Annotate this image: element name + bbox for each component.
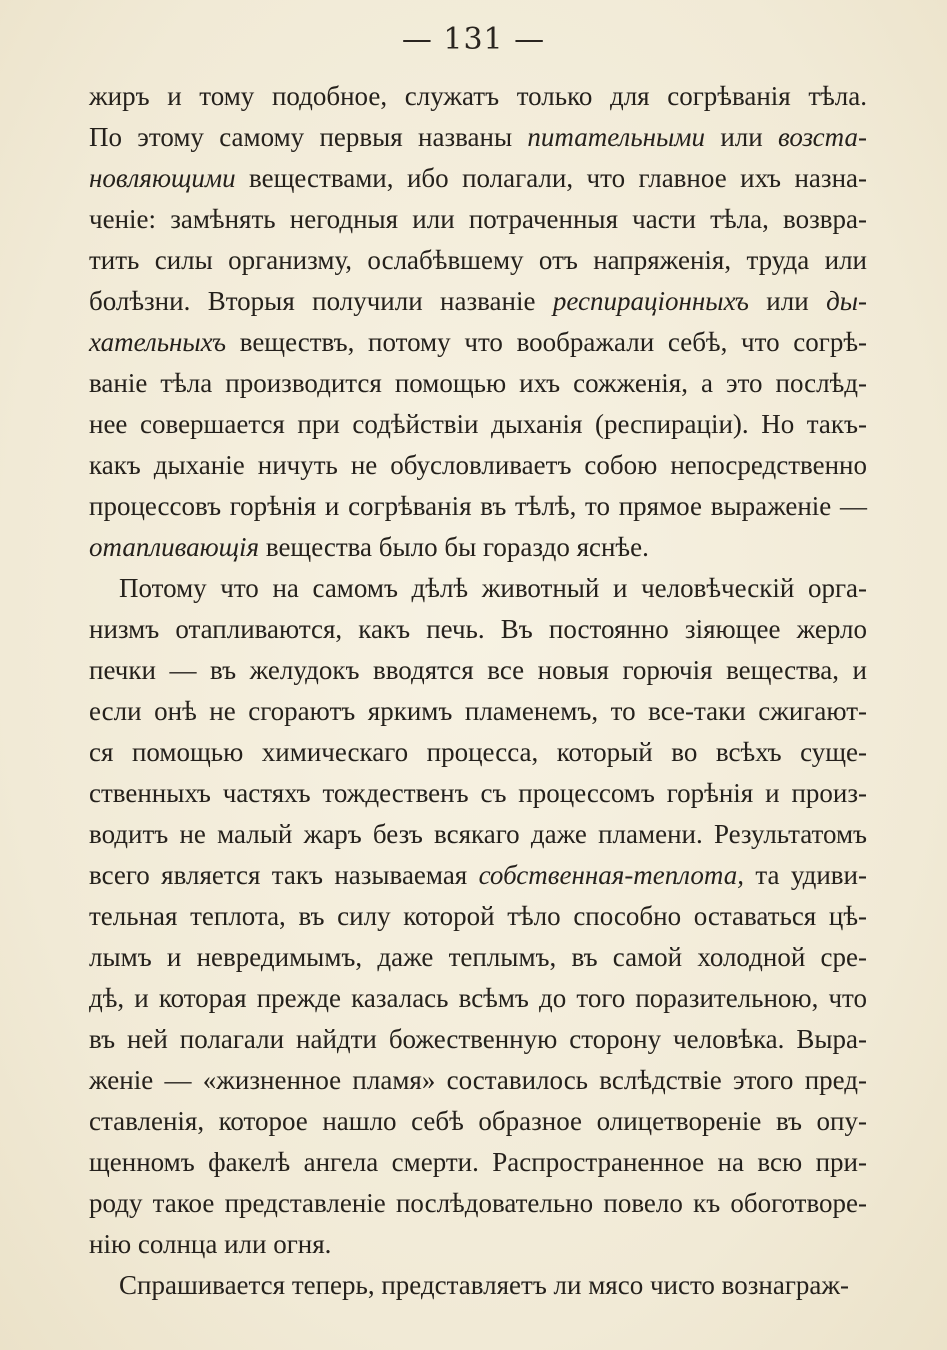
text-line [89, 1019, 867, 1060]
text-line [89, 1142, 867, 1183]
text-segment: жиръ и тому подобное, служатъ только для согрѣванія тѣла. [89, 81, 867, 111]
text-line [89, 363, 867, 404]
text-line [89, 158, 867, 199]
text-segment: ственныхъ частяхъ тождественъ съ процессомъ горѣнія и произ- [89, 778, 867, 808]
text-segment: тить силы организму, ослабѣвшему отъ напряженія, труда или [89, 245, 867, 275]
text-line [89, 978, 867, 1019]
text-line [89, 896, 867, 937]
italic-term: новляющими [89, 163, 236, 193]
page-body-text [89, 76, 867, 1306]
text-segment: та удиви- [743, 860, 868, 890]
text-segment: или [748, 286, 827, 316]
text-line [89, 937, 867, 978]
text-line [89, 527, 867, 568]
text-segment: печки — въ желудокъ вводятся все новыя горючія вещества, и [89, 655, 867, 685]
text-line [89, 568, 867, 609]
text-segment: процессовъ горѣнія и согрѣванія въ тѣлѣ, то прямое выраженіе — [89, 491, 867, 521]
text-segment: низмъ отапливаются, какъ печь. Въ постоянно зіяющее жерло [89, 614, 867, 644]
text-segment: нее совершается при содѣйствіи дыханія (респираціи). Но такъ- [89, 409, 867, 439]
text-line [89, 240, 867, 281]
italic-term: возста- [778, 122, 867, 152]
text-line [89, 855, 867, 896]
text-line [89, 814, 867, 855]
text-segment: Спрашивается теперь, представляетъ ли мясо чисто вознаграж- [119, 1270, 850, 1300]
text-segment: ченіе: замѣнять негодныя или потраченныя части тѣла, возвра- [89, 204, 867, 234]
text-segment: ваніе тѣла производится помощью ихъ сожженія, а это послѣд- [89, 368, 867, 398]
text-line [89, 445, 867, 486]
text-line [89, 76, 867, 117]
italic-term: респираціонныхъ [552, 286, 749, 316]
text-segment: болѣзни. Вторыя получили названіе [89, 286, 553, 316]
text-segment: веществъ, потому что воображали себѣ, что согрѣ- [226, 327, 867, 357]
text-segment: роду такое представленіе послѣдовательно повело къ обоготворе- [89, 1188, 867, 1218]
text-line [89, 199, 867, 240]
text-line [89, 1224, 867, 1265]
text-segment: ставленія, которое нашло себѣ образное олицетвореніе въ опу- [89, 1106, 867, 1136]
text-line [89, 486, 867, 527]
text-segment: По этому самому первыя названы [89, 122, 528, 152]
text-segment: женіе — «жизненное пламя» составилось вслѣдствіе этого пред- [89, 1065, 867, 1095]
text-line [89, 117, 867, 158]
text-segment: лымъ и невредимымъ, даже теплымъ, въ самой холодной сре- [89, 942, 867, 972]
text-segment: нію солнца или огня. [89, 1229, 332, 1259]
text-segment: ся помощью химическаго процесса, который во всѣхъ суще- [89, 737, 867, 767]
text-line [89, 1183, 867, 1224]
text-line [89, 1265, 867, 1306]
text-line [89, 322, 867, 363]
text-segment: дѣ, и которая прежде казалась всѣмъ до того поразительною, что [89, 983, 867, 1013]
text-segment: всего является такъ называемая [89, 860, 479, 890]
text-line [89, 691, 867, 732]
text-line [89, 609, 867, 650]
italic-term: собственная-теплота, [478, 860, 744, 890]
italic-term: отапливающія [89, 532, 260, 562]
italic-term: питательными [527, 122, 706, 152]
text-segment: щенномъ факелѣ ангела смерти. Распространенное на всю при- [89, 1147, 867, 1177]
text-segment: вещества было бы гораздо яснѣе. [259, 532, 649, 562]
text-segment: водитъ не малый жаръ безъ всякаго даже пламени. Результатомъ [89, 819, 867, 849]
text-segment: въ ней полагали найдти божественную сторону человѣка. Выра- [89, 1024, 867, 1054]
text-line [89, 404, 867, 445]
text-line [89, 1101, 867, 1142]
italic-term: хательныхъ [89, 327, 227, 357]
page-number: — 131 — [401, 22, 546, 57]
text-segment: какъ дыханіе ничуть не обусловливаетъ собою непосредственно [89, 450, 867, 480]
text-line [89, 773, 867, 814]
text-segment: если онѣ не сгораютъ яркимъ пламенемъ, то все-таки сжигают- [89, 696, 867, 726]
text-line [89, 1060, 867, 1101]
text-line [89, 650, 867, 691]
text-line [89, 732, 867, 773]
italic-term: ды- [826, 286, 867, 316]
text-segment: веществами, ибо полагали, что главное ихъ назна- [235, 163, 867, 193]
text-segment: или [705, 122, 778, 152]
text-segment: тельная теплота, въ силу которой тѣло способно оставаться цѣ- [89, 901, 867, 931]
text-line [89, 281, 867, 322]
text-segment: Потому что на самомъ дѣлѣ животный и человѣческій орга- [119, 573, 867, 603]
